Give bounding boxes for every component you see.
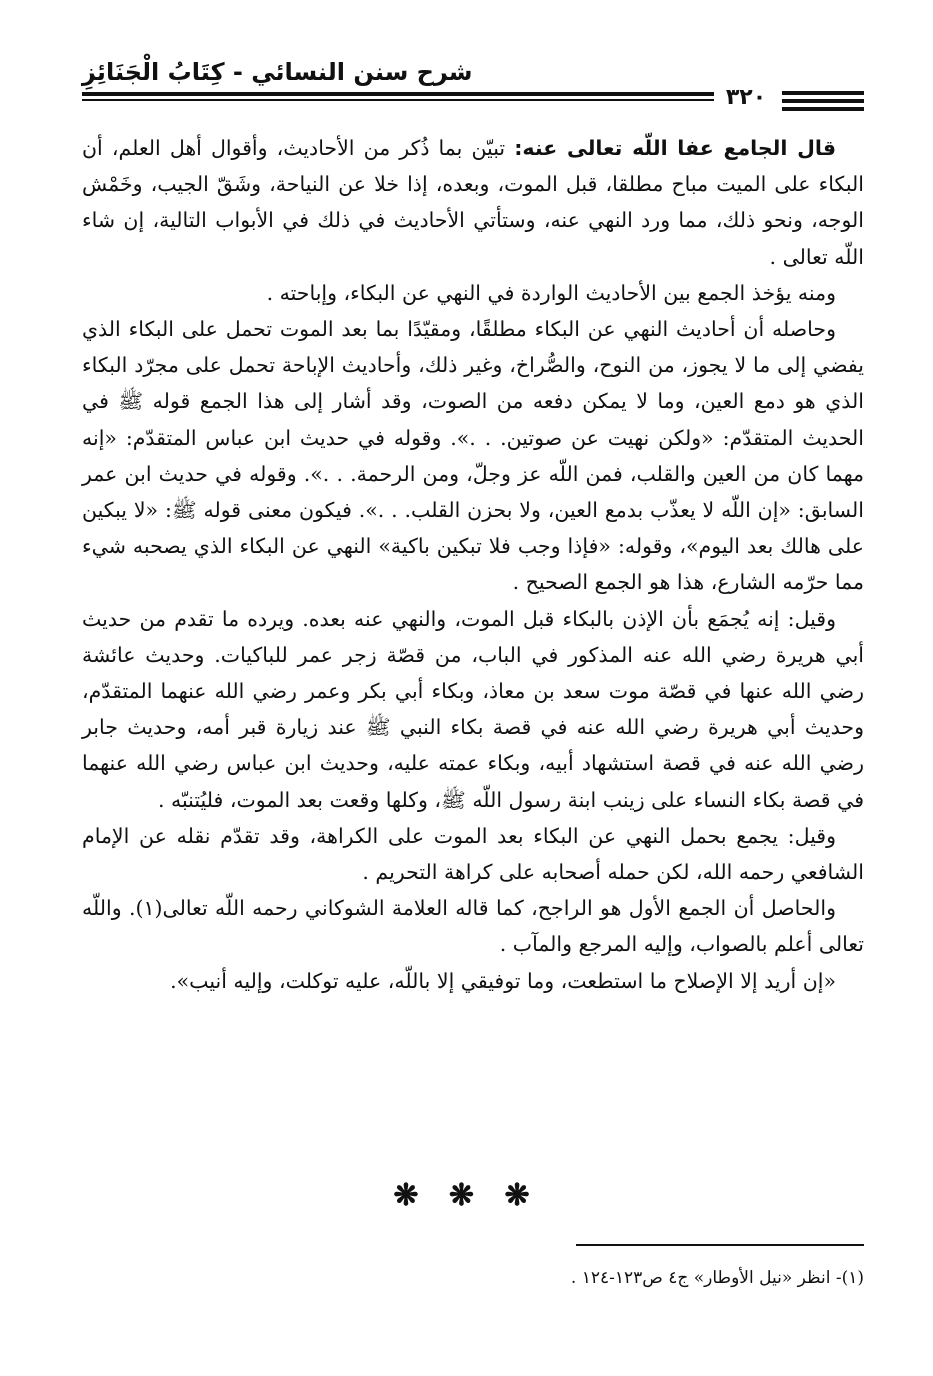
section-separator-stars: ❋ ❋ ❋	[393, 1178, 540, 1213]
page-header	[82, 55, 864, 115]
paragraph: والحاصل أن الجمع الأول هو الراجح، كما قاله العلامة الشوكاني رحمه اللّه تعالى(١). واللّه تعالى أعلم بالصواب، وإليه المرجع والمآب .	[82, 896, 864, 957]
header-rule-thin	[82, 99, 714, 101]
corner-rule	[782, 91, 864, 95]
header-rule-thick	[82, 92, 714, 96]
corner-rule	[782, 107, 864, 111]
footnote-rule	[576, 1244, 864, 1246]
paragraph	[82, 130, 864, 275]
paragraph: وقيل: يجمع بحمل النهي عن البكاء بعد الموت على الكراهة، وقد تقدّم نقله عن الإمام الشافعي رحمه الله، لكن حمله أصحابه على كراهة التحريم .	[82, 823, 864, 885]
corner-rules	[782, 91, 864, 115]
corner-rule	[782, 99, 864, 103]
paragraph-text: تبيّن بما ذُكر من الأحاديث، وأقوال أهل العلم، أن البكاء على الميت مباح مطلقا، قبل الموت، وبعده، إذا خلا عن النياحة، وشَقّ الجيب، وخَمْش الوجه، ونحو ذلك، مما ورد النهي عنه، وستأتي الأحاديث في ذلك في الأبواب التالية، إن شاء اللّه تعالى .	[82, 136, 864, 269]
main-text	[82, 130, 864, 999]
page-number: ٣٢٠	[725, 85, 767, 110]
paragraph: وحاصله أن أحاديث النهي عن البكاء مطلقًا، ومقيّدًا بما بعد الموت تحمل على البكاء الذي يفضي إلى ما لا يجوز، من النوح، والصُّراخ، وغير ذلك، وأحاديث الإباحة تحمل على مجرّد البكاء الذي هو دمع العين، وما لا يمكن دفعه من الصوت، وقد أشار إلى هذا الجمع قوله ﷺ في الحديث المتقدّم: «ولكن نهيت عن صوتين. . .». وقوله في حديث ابن عباس المتقدّم: «إنه مهما كان من العين والقلب، فمن اللّه عز وجلّ، ومن الرحمة. . .». وقوله في حديث ابن عمر السابق: «إن اللّه لا يعذّب بدمع العين، ولا بحزن القلب. . .». فيكون معنى قوله ﷺ: «لا يبكين على هالك بعد اليوم»، وقوله: «فإذا وجب فلا تبكين باكية» النهي عن البكاء الذي يصحبه شيء مما حرّمه الشارع، هذا هو الجمع الصحيح .	[82, 317, 864, 595]
running-title: شرح سنن النسائي - كِتَابُ الْجَنَائِزِ	[82, 58, 473, 86]
paragraph: وقيل: إنه يُجمَع بأن الإذن بالبكاء قبل الموت، والنهي عنه بعده. ويرده ما تقدم من حديث أبي هريرة رضي الله عنه المذكور في الباب، من قصّة زجر عمر للباكيات. وحديث عائشة رضي الله عنها في قصّة موت سعد بن معاذ، وبكاء أبي بكر وعمر رضي الله عنهما المتقدّم، وحديث أبي هريرة رضي الله عنه في قصة بكاء النبي ﷺ عند زيارة قبر أمه، وحديث جابر رضي الله عنه في قصة استشهاد أبيه، وبكاء عمته عليه، وحديث ابن عباس رضي الله عنهما في قصة بكاء النساء على زينب ابنة رسول اللّه ﷺ، وكلها وقعت بعد الموت، فليُتنبّه .	[82, 606, 864, 812]
paragraph: ومنه يؤخذ الجمع بين الأحاديث الواردة في النهي عن البكاء، وإباحته .	[266, 280, 836, 305]
paragraph: «إن أريد إلا الإصلاح ما استطعت، وما توفيقي إلا باللّه، عليه توكلت، وإليه أنيب».	[170, 968, 836, 993]
paragraph-lead: قال الجامع عفا اللّه تعالى عنه:	[514, 136, 836, 160]
footnote: (١)- انظر «نيل الأوطار» ج٤ ص١٢٣-١٢٤ .	[570, 1268, 864, 1288]
